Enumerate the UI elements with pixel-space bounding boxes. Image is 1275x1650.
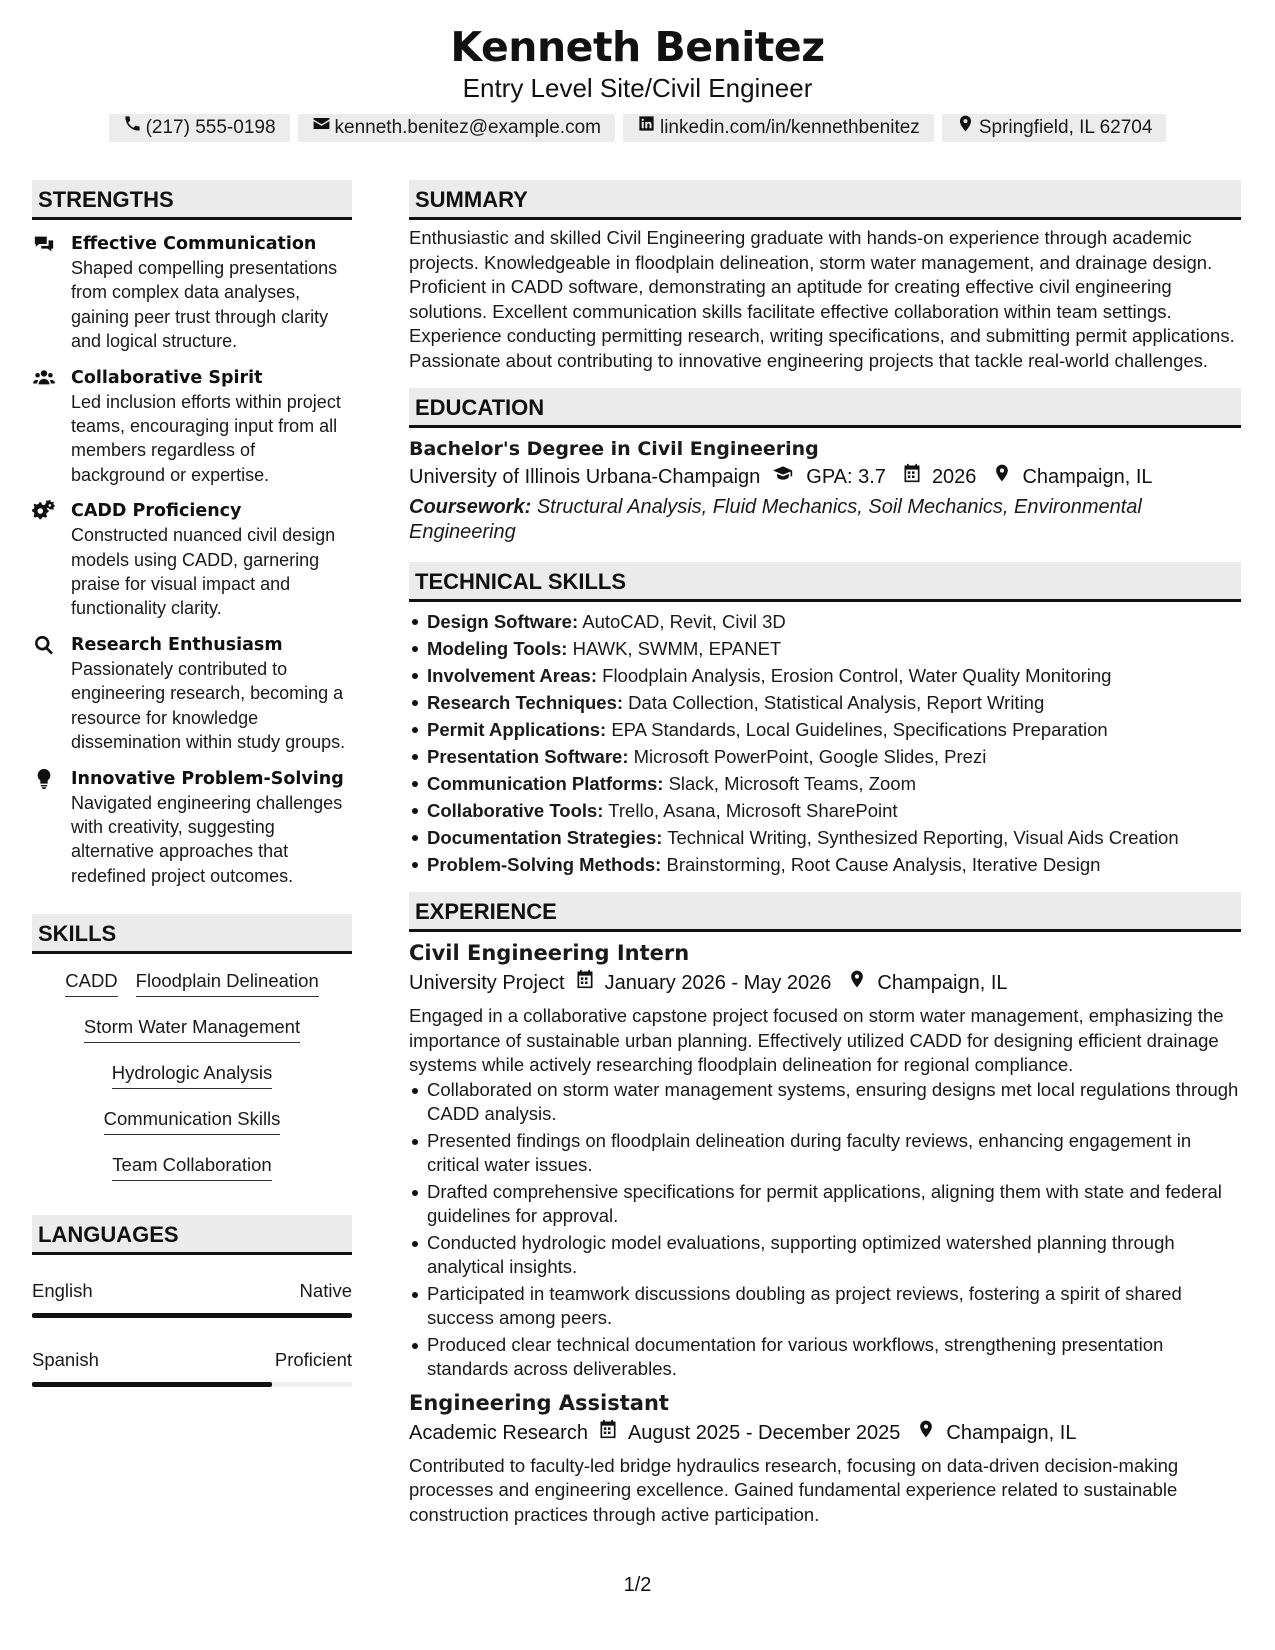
strength-title: Research Enthusiasm — [71, 634, 283, 655]
tech-skill-value: HAWK, SWMM, EPANET — [572, 638, 782, 659]
phone-icon — [123, 114, 142, 142]
linkedin-text[interactable]: linkedin.com/in/kennethbenitez — [659, 117, 920, 138]
tech-skill-value: AutoCAD, Revit, Civil 3D — [582, 611, 786, 632]
tech-skill-value: Technical Writing, Synthesized Reporting, Visual Aids Creation — [667, 827, 1179, 848]
job-dates-item — [575, 968, 832, 998]
graduation-cap-icon — [770, 462, 796, 492]
right-column — [409, 180, 1241, 1527]
strengths-heading: STRENGTHS — [32, 180, 352, 220]
experience-heading: EXPERIENCE — [409, 892, 1241, 932]
school-name: University of Illinois Urbana-Champaign — [409, 466, 761, 488]
envelope-icon — [312, 114, 331, 142]
tech-skill-item — [409, 608, 1241, 635]
experience-entry — [409, 938, 1241, 1382]
job-location-item — [916, 1418, 1076, 1448]
job-title: Civil Engineering Intern — [409, 941, 690, 965]
users-icon — [32, 367, 56, 389]
language-row — [32, 1279, 352, 1303]
job-bullet: Participated in teamwork discussions doubling as project reviews, fostering a spirit of shared success among peers. — [409, 1282, 1241, 1331]
tech-skill-label: Permit Applications: — [427, 719, 607, 740]
coursework-list: Structural Analysis, Fluid Mechanics, Soil Mechanics, Environmental Engineering — [409, 496, 1142, 543]
job-bullet: Conducted hydrologic model evaluations, supporting optimized watershed planning through analytical insights. — [409, 1231, 1241, 1280]
education-meta — [409, 462, 1241, 492]
tech-skill-value: Floodplain Analysis, Erosion Control, Water Quality Monitoring — [602, 665, 1112, 686]
job-description: Contributed to faculty-led bridge hydraulics research, focusing on data-driven decision-making processes and engineering excellence. Gained fundamental experience related to sustainable construction practices through active participation. — [409, 1454, 1179, 1525]
map-pin-icon — [916, 1418, 936, 1448]
strength-desc: Led inclusion efforts within project teams, encouraging input from all members regardless of background or expertise. — [71, 391, 341, 485]
education-heading: EDUCATION — [409, 388, 1241, 428]
language-name: English — [32, 1280, 93, 1302]
skill-tag: Storm Water Management — [84, 1016, 300, 1043]
linkedin-icon — [637, 114, 656, 142]
job-bullet: Collaborated on storm water management systems, ensuring designs met local regulations through CADD analysis. — [409, 1078, 1241, 1127]
strength-item — [32, 767, 352, 889]
contact-email[interactable] — [298, 114, 615, 142]
map-pin-icon — [992, 462, 1012, 492]
tech-skill-value: Microsoft PowerPoint, Google Slides, Prezi — [633, 746, 987, 767]
languages-list — [32, 1279, 352, 1387]
summary-heading: SUMMARY — [409, 180, 1241, 220]
skills-heading: SKILLS — [32, 914, 352, 954]
language-proficiency-fill — [32, 1382, 272, 1387]
strength-desc: Navigated engineering challenges with creativity, suggesting alternative approaches that redefined project outcomes. — [71, 792, 343, 886]
map-pin-icon — [847, 968, 867, 998]
contact-phone — [109, 114, 290, 142]
strength-title: Effective Communication — [71, 234, 317, 254]
search-icon — [32, 634, 56, 656]
tech-skill-value: Data Collection, Statistical Analysis, Report Writing — [628, 692, 1045, 713]
email-text[interactable]: kenneth.benitez@example.com — [334, 117, 601, 138]
phone-text: (217) 555-0198 — [145, 117, 276, 138]
job-meta — [409, 1418, 1241, 1448]
contact-bar — [0, 114, 1275, 142]
cogs-icon — [32, 500, 56, 522]
graduation-year: 2026 — [931, 466, 977, 488]
coursework — [409, 495, 1241, 545]
job-title: Engineering Assistant — [409, 1390, 669, 1415]
technical-skills-heading: TECHNICAL SKILLS — [409, 562, 1241, 602]
tech-skill-value: Trello, Asana, Microsoft SharePoint — [608, 800, 898, 821]
skills-row — [32, 1062, 352, 1089]
tech-skill-item — [409, 770, 1241, 797]
languages-heading: LANGUAGES — [32, 1215, 352, 1255]
tech-skill-label: Design Software: — [427, 611, 579, 632]
job-bullet: Drafted comprehensive specifications for permit applications, aligning them with state and federal guidelines for approval. — [409, 1180, 1241, 1229]
tech-skill-label: Involvement Areas: — [427, 665, 597, 686]
job-bullet: Presented findings on floodplain delineation during faculty reviews, enhancing engagement in critical water issues. — [409, 1129, 1241, 1178]
technical-skills-list — [409, 608, 1241, 878]
skill-tag: Floodplain Delineation — [136, 970, 319, 997]
tech-skill-value: Brainstorming, Root Cause Analysis, Iterative Design — [666, 854, 1101, 875]
language-level: Native — [299, 1280, 352, 1302]
skills-list — [32, 970, 352, 1181]
skill-tag: Team Collaboration — [112, 1154, 271, 1181]
left-column — [32, 180, 352, 1417]
coursework-label: Coursework: — [409, 496, 532, 518]
tech-skill-item — [409, 662, 1241, 689]
summary-text: Enthusiastic and skilled Civil Engineering graduate with hands-on experience through academic projects. Knowledgeable in floodplain delineation, storm water management, and drainage design. Proficient in CADD software, demonstrating an aptitude for creating effective civil engineering solutions. Excellent communication skills facilitate effective collaboration within team settings. Experience conducting permitting research, writing specifications, and submitting permit applications. Passionate about contributing to innovative engineering projects that tackle real-world challenges. — [409, 227, 1235, 371]
page-number: 1/2 — [623, 1574, 652, 1596]
job-bullet: Produced clear technical documentation for various workflows, strengthening presentation standards across deliverables. — [409, 1333, 1241, 1382]
job-bullets — [409, 1078, 1241, 1382]
skills-row — [32, 1016, 352, 1043]
skills-row — [32, 1108, 352, 1135]
strength-title: Collaborative Spirit — [71, 367, 263, 388]
comments-icon — [32, 233, 56, 255]
lightbulb-icon — [32, 768, 56, 790]
job-meta — [409, 968, 1241, 998]
strength-title: Innovative Problem-Solving — [71, 768, 344, 789]
job-location-item — [847, 968, 1007, 998]
education-location-item — [992, 462, 1152, 492]
strength-item — [32, 633, 352, 755]
language-row — [32, 1348, 352, 1372]
strength-desc: Shaped compelling presentations from complex data analyses, gaining peer trust through clarity and logical structure. — [71, 258, 338, 352]
language-proficiency-bar — [32, 1313, 352, 1318]
tech-skill-item — [409, 797, 1241, 824]
job-location: Champaign, IL — [946, 1421, 1077, 1444]
job-org: Academic Research — [409, 1421, 588, 1444]
tech-skill-value: EPA Standards, Local Guidelines, Specifications Preparation — [611, 719, 1108, 740]
job-dates: January 2026 - May 2026 — [604, 972, 832, 994]
tech-skill-label: Presentation Software: — [427, 746, 629, 767]
language-name: Spanish — [32, 1349, 99, 1371]
tech-skill-item — [409, 689, 1241, 716]
strength-item — [32, 232, 352, 354]
tech-skill-label: Documentation Strategies: — [427, 827, 663, 848]
gpa-text: GPA: 3.7 — [806, 466, 886, 488]
strength-title: CADD Proficiency — [71, 501, 242, 522]
gpa-item — [770, 462, 886, 492]
job-org: University Project — [409, 972, 565, 994]
tech-skill-item — [409, 635, 1241, 662]
degree-title: Bachelor's Degree in Civil Engineering — [409, 438, 819, 460]
tech-skill-label: Communication Platforms: — [427, 773, 664, 794]
tech-skill-item — [409, 851, 1241, 878]
language-proficiency-bar — [32, 1382, 352, 1387]
skills-row — [32, 970, 352, 997]
language-level: Proficient — [274, 1349, 352, 1371]
strength-item — [32, 366, 352, 488]
job-description: Engaged in a collaborative capstone project focused on storm water management, emphasizing the importance of sustainable urban planning. Effectively utilized CADD for designing efficient drainage systems while actively researching floodplain delineation for regional compliance. — [409, 1005, 1224, 1075]
job-dates-item — [598, 1418, 900, 1448]
job-dates: August 2025 - December 2025 — [627, 1421, 901, 1444]
tech-skill-label: Modeling Tools: — [427, 638, 568, 659]
tech-skill-item — [409, 716, 1241, 743]
language-proficiency-fill — [32, 1313, 352, 1318]
tech-skill-label: Problem-Solving Methods: — [427, 854, 662, 875]
strength-desc: Passionately contributed to engineering research, becoming a resource for knowledge dissemination within study groups. — [71, 658, 346, 753]
strength-item — [32, 499, 352, 621]
tech-skill-item — [409, 743, 1241, 770]
calendar-icon — [902, 462, 922, 492]
tech-skill-item — [409, 824, 1241, 851]
contact-linkedin[interactable] — [623, 114, 934, 142]
strength-desc: Constructed nuanced civil design models using CADD, garnering praise for visual impact and functionality clarity. — [71, 525, 336, 619]
candidate-name: Kenneth Benitez — [450, 23, 825, 71]
job-location: Champaign, IL — [877, 972, 1008, 994]
skills-row — [32, 1154, 352, 1181]
location-text: Springfield, IL 62704 — [978, 117, 1153, 138]
skill-tag: Hydrologic Analysis — [112, 1062, 272, 1089]
year-item — [902, 462, 977, 492]
job-title-headline: Entry Level Site/Civil Engineer — [462, 73, 813, 103]
map-pin-icon — [956, 114, 975, 142]
calendar-icon — [575, 968, 595, 998]
skill-tag: CADD — [65, 970, 117, 997]
tech-skill-value: Slack, Microsoft Teams, Zoom — [668, 773, 916, 794]
contact-location — [942, 114, 1167, 142]
skill-tag: Communication Skills — [104, 1108, 281, 1135]
education-location: Champaign, IL — [1022, 466, 1153, 488]
resume-header — [0, 22, 1275, 142]
calendar-icon — [598, 1418, 618, 1448]
tech-skill-label: Collaborative Tools: — [427, 800, 604, 821]
tech-skill-label: Research Techniques: — [427, 692, 624, 713]
experience-entry — [409, 1388, 1241, 1528]
